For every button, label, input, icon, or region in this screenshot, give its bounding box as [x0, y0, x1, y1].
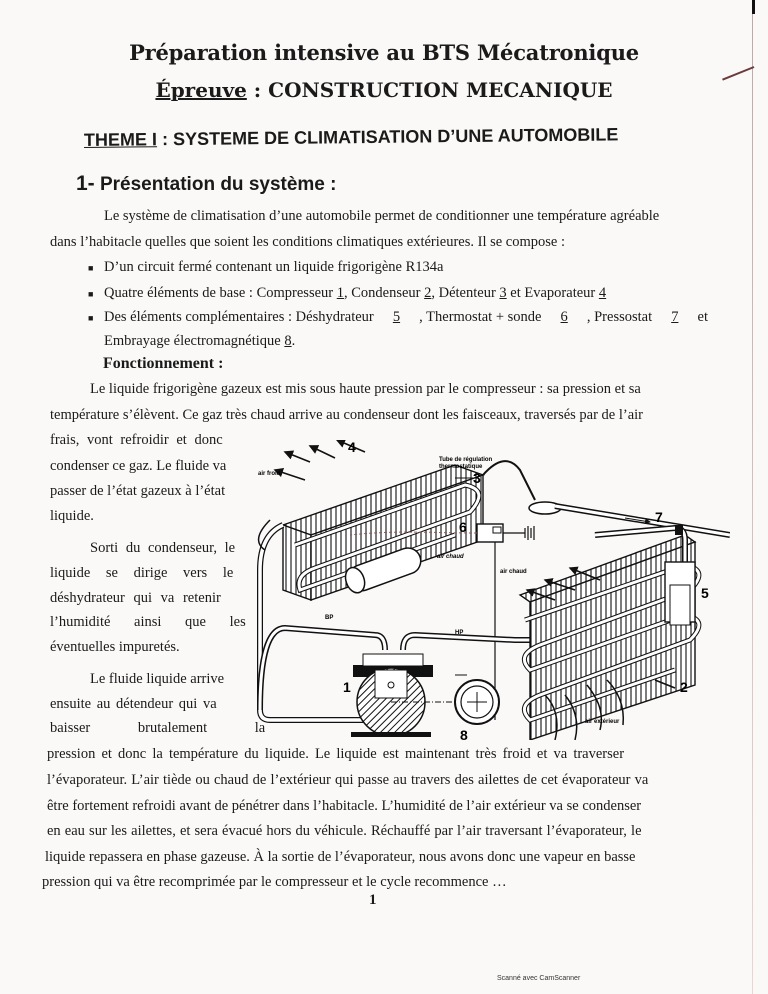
- paragraph-line: frais, vont refroidir et donc: [50, 432, 223, 448]
- label-thermostat-6: 6: [459, 519, 467, 535]
- text-fragment: , Détenteur: [431, 285, 500, 301]
- label-condenseur-2: 2: [680, 679, 688, 695]
- paragraph-line: passer de l’état gazeux à l’état: [50, 483, 226, 499]
- paragraph-line: en eau sur les ailettes, et sera évacué hors du véhicule. Réchauffé par l’air traversant l’évaporateur, le: [47, 823, 642, 839]
- section-title: Présentation du système :: [94, 174, 337, 195]
- paragraph-line: Le liquide frigorigène gazeux est mis sous haute pression par le compresseur : sa pression et sa: [90, 381, 641, 397]
- paragraph-line: l’évaporateur. L’air tiède ou chaud de l’extérieur qui passe au travers des ailettes de cet évaporateur va: [47, 772, 649, 788]
- paragraph-line: condenser ce gaz. Le fluide va: [50, 458, 227, 474]
- paragraph-line: l’humidité ainsi que les: [50, 614, 246, 630]
- paragraph-line: liquide.: [50, 508, 94, 524]
- scan-edge-mark: [752, 0, 755, 14]
- text-fragment: , Condenseur: [343, 285, 425, 301]
- air-conditioning-circuit-diagram: [255, 440, 730, 740]
- paragraph-line: Sorti du condenseur, le: [90, 540, 236, 556]
- ref-embrayage: 8: [284, 333, 292, 349]
- bullet-3-text-line2: [104, 333, 295, 350]
- intro-line-2: dans l’habitacle quelles que soient les conditions climatiques extérieures. Il se compose :: [50, 234, 566, 250]
- paragraph-line: baisser brutalement la: [50, 720, 266, 736]
- bullet-1-text: D’un circuit fermé contenant un liquide frigorigène R134a: [104, 259, 444, 275]
- ref-deshydrateur: 5: [392, 309, 401, 325]
- section-heading: [76, 172, 336, 196]
- paragraph-line: liquide se dirige vers le: [50, 565, 234, 581]
- paragraph-line: pression qui va être recomprimée par le compresseur et le cycle recommence …: [42, 874, 507, 890]
- label-tube-line1: Tube de régulation: [439, 457, 493, 463]
- paragraph-line: être fortement refroidi avant de pénétrer dans l’habitacle. L’humidité de l’air extérieur va se condenser: [47, 798, 642, 814]
- text-fragment: , Pressostat: [586, 309, 653, 325]
- bullet-3-text-line1: [104, 309, 708, 326]
- label-air-chaud-1: air chaud: [437, 554, 464, 560]
- text-fragment: .: [291, 333, 296, 349]
- bullet-icon: ■: [88, 289, 94, 299]
- paragraph-line: liquide repassera en phase gazeuse. À la sortie de l’évaporateur, nous avons donc une vapeur en basse: [45, 849, 636, 865]
- label-deshydrateur-5: 5: [701, 585, 709, 601]
- page-number: 1: [369, 892, 377, 908]
- label-detenteur-3: 3: [473, 470, 481, 486]
- text-fragment: et Evaporateur: [506, 285, 599, 301]
- document-title: Préparation intensive au BTS Mécatronique: [129, 40, 639, 65]
- text-fragment: Des éléments complémentaires : Déshydrateur: [104, 309, 374, 325]
- fonctionnement-heading: Fonctionnement :: [103, 355, 224, 372]
- text-fragment: Quatre éléments de base : Compresseur: [104, 285, 337, 301]
- ref-condenseur: 2: [424, 285, 432, 301]
- theme-label: THEME I: [83, 129, 158, 150]
- section-number: 1-: [76, 172, 95, 195]
- label-embrayage-8: 8: [460, 727, 468, 740]
- ref-compresseur: 1: [336, 285, 344, 301]
- paragraph-line: Le fluide liquide arrive: [90, 671, 225, 687]
- ref-detenteur: 3: [499, 285, 507, 301]
- label-pressostat-7: 7: [655, 509, 663, 525]
- label-compresseur-1: 1: [343, 679, 351, 695]
- paragraph-line: température s’élèvent. Ce gaz très chaud arrive au condenseur dont les faisceaux, traversés par de l’air: [50, 407, 644, 423]
- paragraph-line: ensuite au détendeur qui va: [50, 696, 217, 712]
- label-air-exterieur: air extérieur: [585, 719, 620, 725]
- paragraph-line: pression et donc la température du liquide. Le liquide est maintenant très froid et va traverser: [47, 746, 625, 762]
- epreuve-subject: : CONSTRUCTION MECANIQUE: [246, 78, 613, 102]
- exam-subtitle: [0, 78, 768, 102]
- ref-thermostat: 6: [560, 309, 568, 325]
- epreuve-label: Épreuve: [155, 78, 247, 102]
- text-fragment: , Thermostat + sonde: [419, 309, 542, 325]
- theme-heading: [84, 124, 619, 151]
- bullet-2-text: [104, 285, 606, 302]
- bullet-icon: ■: [88, 263, 94, 273]
- label-hp: HP: [455, 630, 464, 636]
- label-air-chaud-2: air chaud: [500, 569, 527, 575]
- label-tube-line2: thermostatique: [439, 464, 483, 470]
- label-evaporateur-4: 4: [348, 440, 356, 455]
- paragraph-line: éventuelles impuretés.: [50, 639, 180, 655]
- paragraph-line: déshydrateur qui va retenir: [50, 590, 221, 606]
- scanner-watermark: Scanné avec CamScanner: [497, 975, 581, 982]
- label-air-froid: air froid: [258, 471, 281, 477]
- bullet-icon: ■: [88, 313, 94, 323]
- text-fragment: Embrayage électromagnétique: [104, 333, 285, 349]
- theme-title: : SYSTEME DE CLIMATISATION D’UNE AUTOMOBILE: [156, 124, 619, 150]
- intro-line-1: Le système de climatisation d’une automobile permet de conditionner une température agréable: [104, 208, 660, 224]
- ref-pressostat: 7: [671, 309, 679, 325]
- page-edge: [752, 0, 753, 994]
- text-fragment: et: [697, 309, 708, 325]
- compressor: [351, 654, 433, 737]
- label-bp: BP: [325, 615, 334, 621]
- ref-evaporateur: 4: [598, 285, 607, 301]
